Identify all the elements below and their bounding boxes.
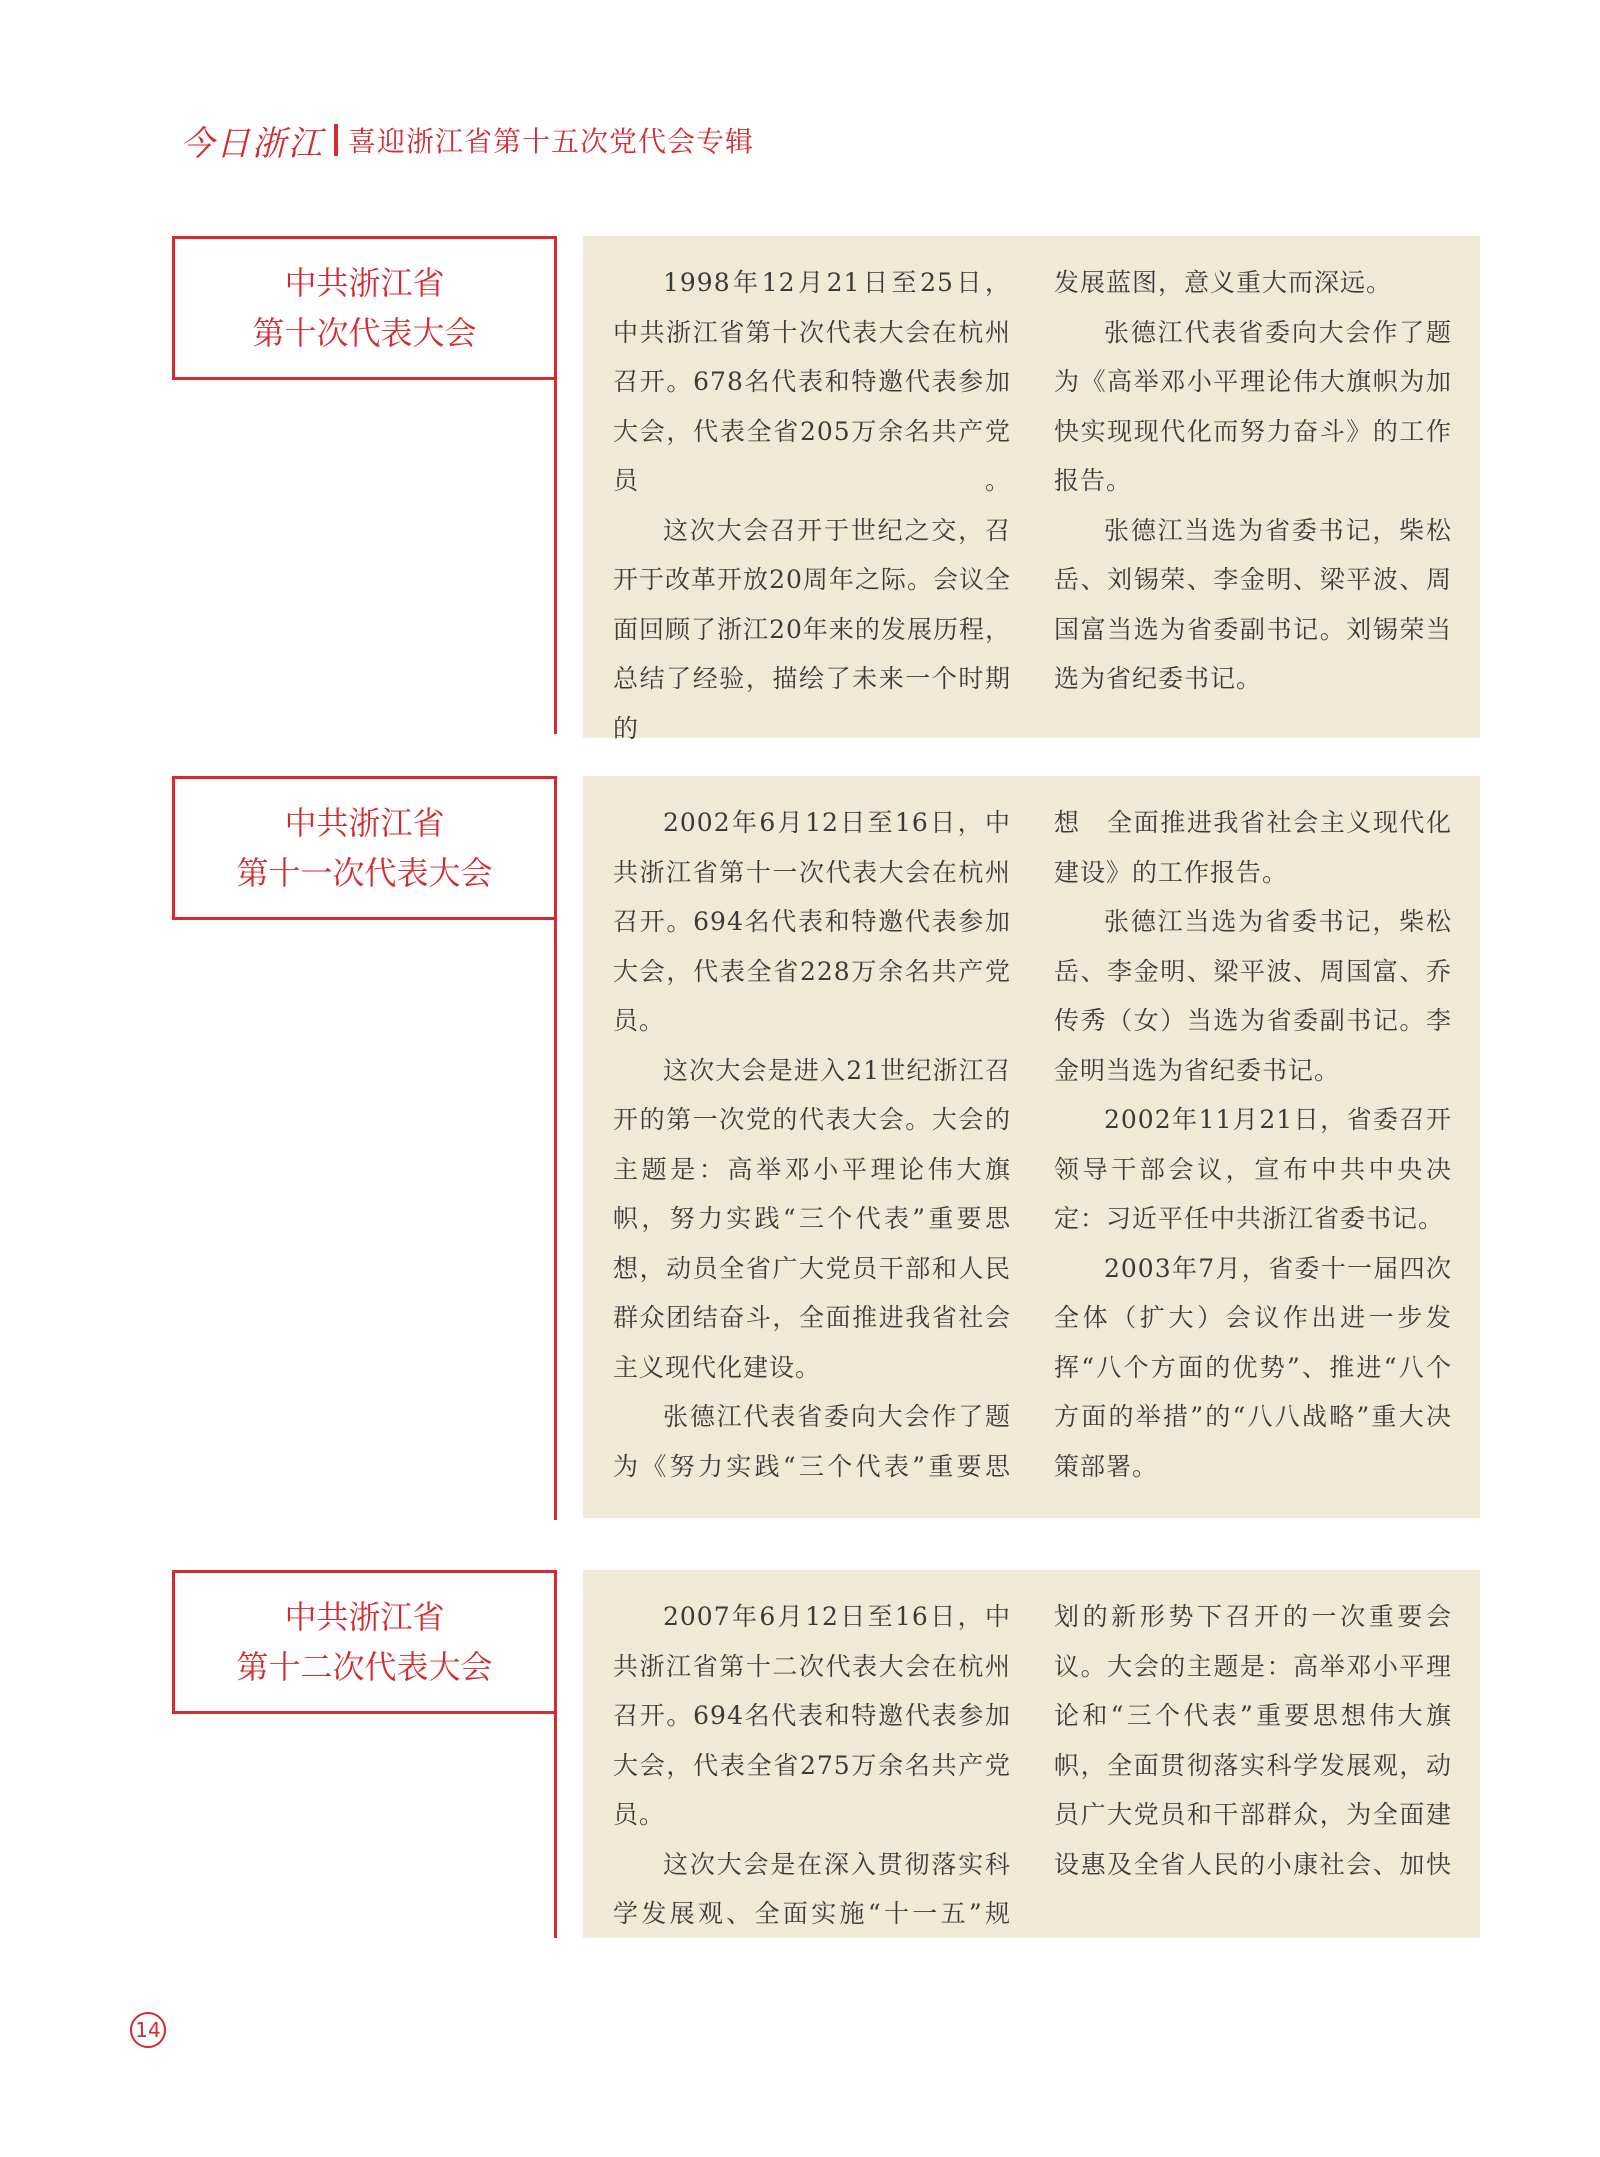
section-3-paragraph: 划的新形势下召开的一次重要会议。大会的主题是：高举邓小平理论和“三个代表”重要思想伟大旗帜，全面贯彻落实科学发展观，动员广大党员和干部群众，为全面建设惠及全省人民的小康社会、加快 bbox=[1054, 1602, 1452, 1879]
section-1-title-line1: 中共浙江省 bbox=[284, 264, 445, 302]
section-3-text-panel bbox=[583, 1570, 1480, 1938]
section-1-paragraph: 这次大会召开于世纪之交，召开于改革开放20周年之际。会议全面回顾了浙江20年来的发展历程，总结了经验，描绘了未来一个时期的 bbox=[613, 515, 1011, 743]
section-2-connector-line bbox=[554, 918, 557, 1520]
section-1-connector-line bbox=[554, 378, 557, 734]
section-1-title-line2: 第十次代表大会 bbox=[252, 314, 477, 352]
section-2-paragraph: 想 全面推进我省社会主义现代化建设》的工作报告。 bbox=[1054, 808, 1452, 887]
magazine-logo: 今日浙江 bbox=[180, 123, 324, 164]
section-1-paragraph: 发展蓝图，意义重大而深远。 bbox=[1054, 268, 1393, 297]
section-3-title-box bbox=[172, 1570, 557, 1714]
page-header bbox=[180, 118, 754, 162]
section-3-column-left bbox=[613, 1592, 1011, 1938]
section-1-paragraph: 1998年12月21日至25日，中共浙江省第十次代表大会在杭州召开。678名代表和特邀代表参加大会，代表全省205万余名共产党员。 bbox=[613, 268, 1011, 495]
section-2-title-line1: 中共浙江省 bbox=[284, 804, 445, 842]
section-1-column-right bbox=[1054, 258, 1452, 738]
section-2-paragraph: 张德江代表省委向大会作了题为《努力实践“三个代表”重要思 bbox=[613, 1402, 1011, 1481]
section-2-paragraph: 2002年6月12日至16日，中共浙江省第十一次代表大会在杭州召开。694名代表和特邀代表参加大会，代表全省228万余名共产党员。 bbox=[613, 808, 1011, 1035]
section-2-title-line2: 第十一次代表大会 bbox=[236, 854, 493, 892]
section-3-title-line2: 第十二次代表大会 bbox=[236, 1648, 493, 1686]
section-2-column-right bbox=[1054, 798, 1452, 1518]
section-2-paragraph: 2003年7月，省委十一届四次全体（扩大）会议作出进一步发挥“八个方面的优势”、推进“八个方面的举措”的“八八战略”重大决策部署。 bbox=[1054, 1253, 1452, 1481]
section-3-column-right bbox=[1054, 1592, 1452, 1938]
section-2-text-panel bbox=[583, 776, 1480, 1518]
section-2-paragraph: 2002年11月21日，省委召开领导干部会议，宣布中共中央决定：习近平任中共浙江省委书记。 bbox=[1054, 1105, 1452, 1233]
section-2-column-left bbox=[613, 798, 1011, 1518]
section-1-paragraph: 张德江当选为省委书记，柴松岳、刘锡荣、李金明、梁平波、周国富当选为省委副书记。刘锡荣当选为省纪委书记。 bbox=[1054, 515, 1452, 693]
section-1-title-box bbox=[172, 236, 557, 380]
section-1-column-left bbox=[613, 258, 1011, 743]
section-1-text-panel bbox=[583, 236, 1480, 743]
section-1-paragraph: 张德江代表省委向大会作了题为《高举邓小平理论伟大旗帜为加快实现现代化而努力奋斗》的工作报告。 bbox=[1054, 317, 1452, 495]
section-2-paragraph: 张德江当选为省委书记，柴松岳、李金明、梁平波、周国富、乔传秀（女）当选为省委副书记。李金明当选为省纪委书记。 bbox=[1054, 907, 1452, 1085]
page-number: 14 bbox=[130, 2012, 166, 2048]
section-3-paragraph: 2007年6月12日至16日，中共浙江省第十二次代表大会在杭州召开。694名代表和特邀代表参加大会，代表全省275万余名共产党员。 bbox=[613, 1602, 1011, 1829]
section-2-paragraph: 这次大会是进入21世纪浙江召开的第一次党的代表大会。大会的主题是：高举邓小平理论伟大旗帜，努力实践“三个代表”重要思想，动员全省广大党员干部和人民群众团结奋斗，全面推进我省社会主义现代化建设。 bbox=[613, 1055, 1011, 1382]
section-3-connector-line bbox=[554, 1712, 557, 1938]
section-3-paragraph: 这次大会是在深入贯彻落实科学发展观、全面实施“十一五”规 bbox=[613, 1849, 1011, 1928]
header-divider bbox=[334, 124, 338, 156]
header-subtitle: 喜迎浙江省第十五次党代会专辑 bbox=[348, 125, 755, 158]
section-2-title-box bbox=[172, 776, 557, 920]
section-3-title-line1: 中共浙江省 bbox=[284, 1598, 445, 1636]
